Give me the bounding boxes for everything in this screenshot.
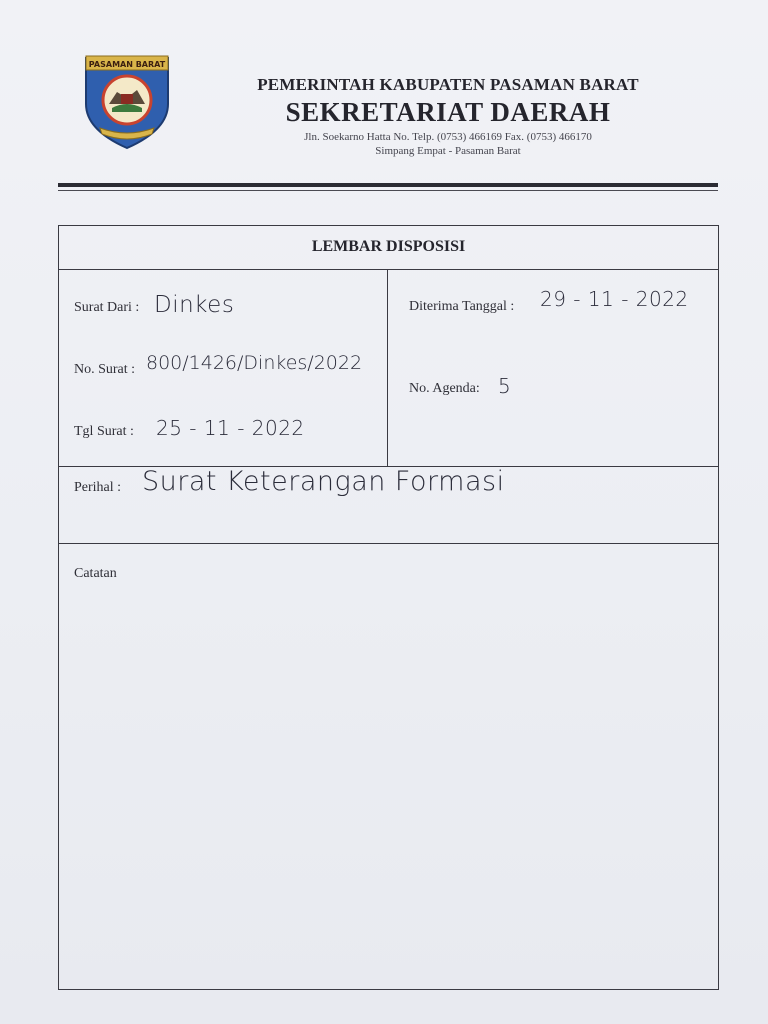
perihal-label: Perihal :	[74, 480, 122, 495]
catatan-label: Catatan	[74, 566, 117, 581]
tgl-surat-label: Tgl Surat :	[74, 424, 134, 439]
letterhead-divider-thick	[58, 183, 718, 187]
column-divider	[387, 269, 388, 467]
tgl-surat-value: 25 - 11 - 2022	[156, 416, 305, 440]
letterhead	[200, 74, 696, 158]
no-surat-label: No. Surat :	[74, 362, 136, 377]
government-name: PEMERINTAH KABUPATEN PASAMAN BARAT	[257, 75, 639, 94]
letterhead-divider-thin	[58, 190, 718, 191]
logo-banner-text: PASAMAN BARAT	[88, 60, 166, 69]
surat-dari-value: Dinkes	[154, 292, 235, 318]
office-address: Jln. Soekarno Hatta No. Telp. (0753) 466169 Fax. (0753) 466170	[304, 131, 592, 143]
no-surat-value: 800/1426/Dinkes/2022	[146, 352, 363, 374]
no-agenda-label: No. Agenda:	[409, 381, 480, 396]
title-divider	[58, 269, 719, 270]
surat-dari-label: Surat Dari :	[74, 300, 140, 315]
perihal-divider	[58, 543, 719, 544]
no-agenda-value: 5	[498, 374, 512, 398]
perihal-value: Surat Keterangan Formasi	[142, 466, 505, 497]
office-location: Simpang Empat - Pasaman Barat	[375, 145, 521, 157]
diterima-tanggal-value: 29 - 11 - 2022	[540, 287, 689, 311]
office-name: SEKRETARIAT DAERAH	[285, 97, 611, 127]
catatan-notes-area	[74, 592, 704, 972]
diterima-tanggal-label: Diterima Tanggal :	[409, 299, 515, 314]
regency-emblem-logo	[82, 52, 172, 150]
form-title: LEMBAR DISPOSISI	[311, 238, 466, 255]
